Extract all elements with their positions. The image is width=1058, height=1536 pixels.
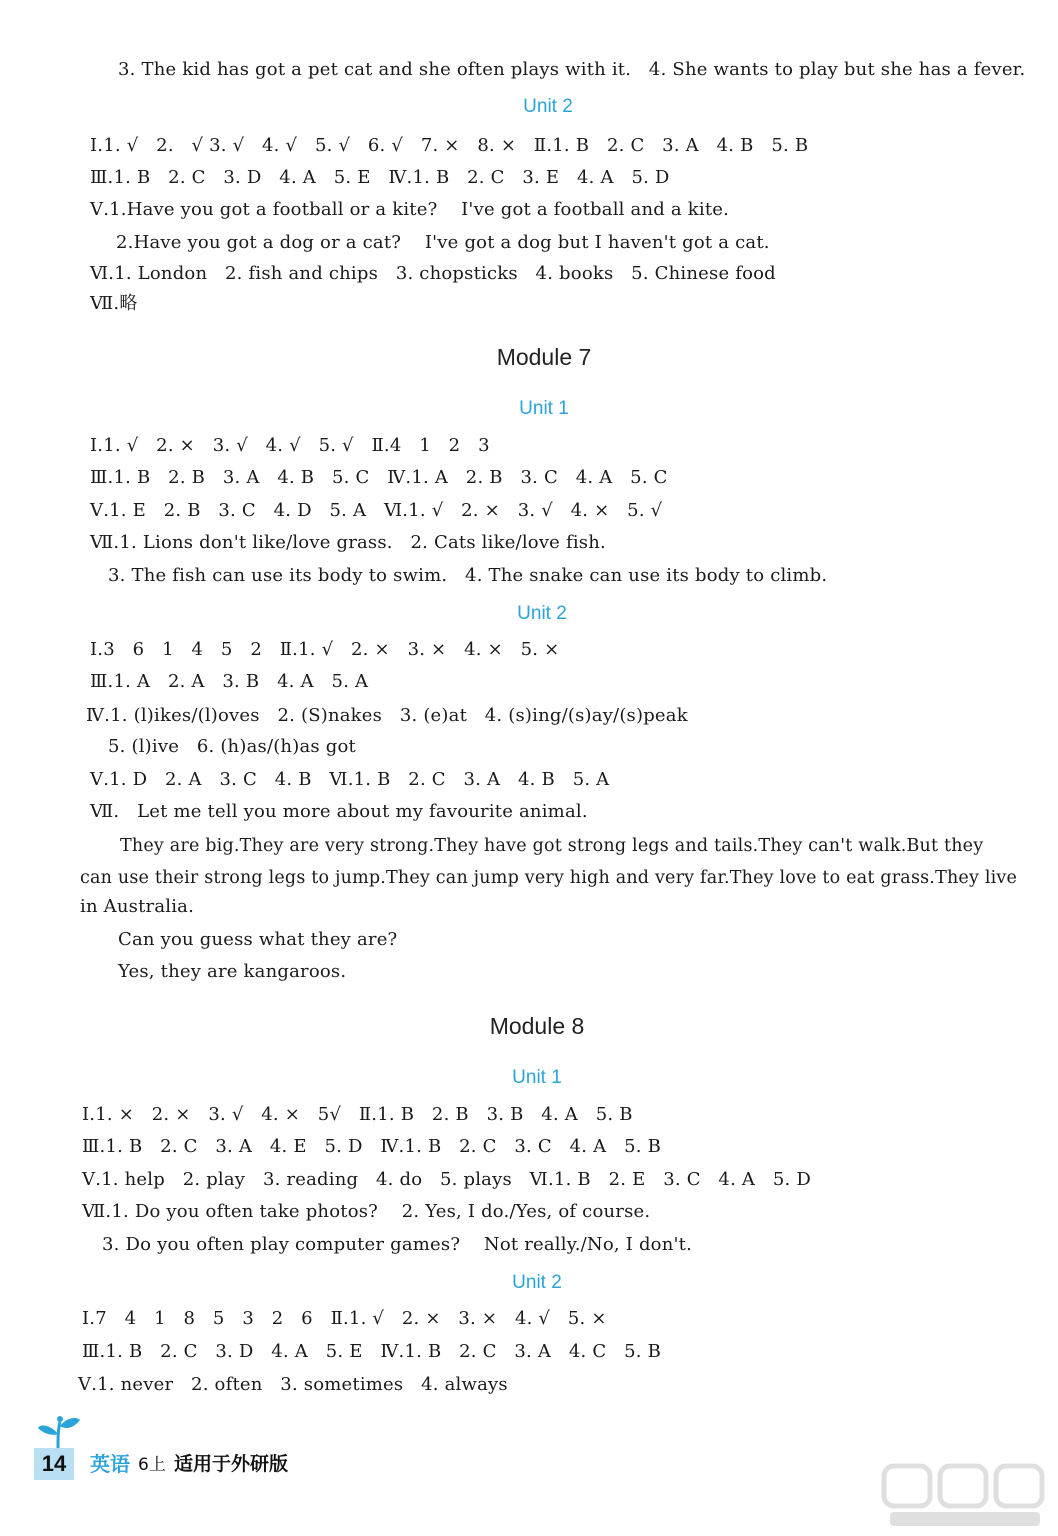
passage-line: Can you guess what they are? (118, 929, 398, 950)
answer-line: Ⅰ.3 6 1 4 5 2 Ⅱ.1. √ 2. × 3. × 4. × 5. × (90, 639, 560, 660)
answer-line: Ⅶ.1. Do you often take photos? 2. Yes, I do./Yes, of course. (82, 1201, 651, 1222)
unit-heading: Unit 1 (512, 1067, 562, 1088)
answer-line: Ⅰ.7 4 1 8 5 3 2 6 Ⅱ.1. √ 2. × 3. × 4. √ 5. × (82, 1308, 607, 1329)
passage-line: can use their strong legs to jump.They can jump very high and very far.They love to eat grass.They live (80, 868, 1018, 888)
answer-line: Ⅲ.1. B 2. C 3. A 4. E 5. D Ⅳ.1. B 2. C 3. C 4. A 5. B (82, 1136, 661, 1157)
answer-line: Ⅵ.1. London 2. fish and chips 3. chopsticks 4. books 5. Chinese food (90, 263, 776, 284)
module-heading: Module 8 (489, 1013, 585, 1039)
answer-line: Ⅲ.1. A 2. A 3. B 4. A 5. A (90, 671, 369, 692)
answer-line: Ⅲ.1. B 2. B 3. A 4. B 5. C Ⅳ.1. A 2. B 3. C 4. A 5. C (90, 467, 668, 488)
passage-line: Yes, they are kangaroos. (118, 961, 347, 982)
module-heading: Module 7 (496, 344, 592, 370)
answer-line: Ⅴ.1. never 2. often 3. sometimes 4. always (78, 1374, 508, 1395)
answer-line: 5. (l)ive 6. (h)as/(h)as got (108, 736, 356, 757)
unit-heading: Unit 2 (512, 1272, 562, 1293)
passage-line: in Australia. (80, 896, 195, 917)
answer-line: Ⅴ.1. D 2. A 3. C 4. B Ⅵ.1. B 2. C 3. A 4. B 5. A (90, 769, 610, 790)
edition-label: 适用于外研版 (174, 1453, 289, 1475)
answer-line: Ⅴ.1.Have you got a football or a kite? I've got a football and a kite. (90, 199, 730, 220)
sprout-icon (36, 1410, 84, 1448)
answer-line: Ⅶ.略 (90, 293, 138, 314)
watermark-logo-icon (880, 1460, 1050, 1530)
page-footer (34, 1410, 334, 1490)
unit-heading: Unit 2 (517, 603, 567, 624)
unit-heading: Unit 1 (519, 398, 569, 419)
answer-line: Ⅰ.1. × 2. × 3. √ 4. × 5√ Ⅱ.1. B 2. B 3. B 4. A 5. B (82, 1104, 633, 1125)
answer-line: Ⅶ.1. Lions don't like/love grass. 2. Cats like/love fish. (90, 532, 606, 553)
unit-heading: Unit 2 (523, 96, 573, 117)
answer-line: Ⅰ.1. √ 2. × 3. √ 4. √ 5. √ Ⅱ.4 1 2 3 (90, 435, 490, 456)
answer-line: 3. Do you often play computer games? Not really./No, I don't. (102, 1234, 692, 1255)
grade-label: 6上 (138, 1455, 166, 1475)
answer-line: Ⅲ.1. B 2. C 3. D 4. A 5. E Ⅳ.1. B 2. C 3. A 4. C 5. B (82, 1341, 661, 1362)
answer-line: Ⅳ.1. (l)ikes/(l)oves 2. (S)nakes 3. (e)at 4. (s)ing/(s)ay/(s)peak (86, 705, 688, 726)
answer-line: Ⅴ.1. E 2. B 3. C 4. D 5. A Ⅵ.1. √ 2. × 3. √ 4. × 5. √ (90, 500, 663, 521)
passage-line: They are big.They are very strong.They have got strong legs and tails.They can't walk.But they (120, 836, 984, 856)
answer-line: Ⅲ.1. B 2. C 3. D 4. A 5. E Ⅳ.1. B 2. C 3. E 4. A 5. D (90, 167, 670, 188)
answer-line: 3. The fish can use its body to swim. 4. The snake can use its body to climb. (108, 565, 828, 586)
answer-line: 2.Have you got a dog or a cat? I've got a dog but I haven't got a cat. (116, 232, 770, 253)
subject-label: 英语 (90, 1452, 130, 1476)
page-number: 14 (34, 1448, 74, 1480)
answer-line: 3. The kid has got a pet cat and she often plays with it. 4. She wants to play but she has a fever. (118, 59, 1026, 80)
answer-line: Ⅰ.1. √ 2. √ 3. √ 4. √ 5. √ 6. √ 7. × 8. × Ⅱ.1. B 2. C 3. A 4. B 5. B (90, 135, 809, 156)
answer-line: Ⅶ. Let me tell you more about my favourite animal. (90, 801, 588, 822)
answer-line: Ⅴ.1. help 2. play 3. reading 4. do 5. plays Ⅵ.1. B 2. E 3. C 4. A 5. D (82, 1169, 812, 1190)
